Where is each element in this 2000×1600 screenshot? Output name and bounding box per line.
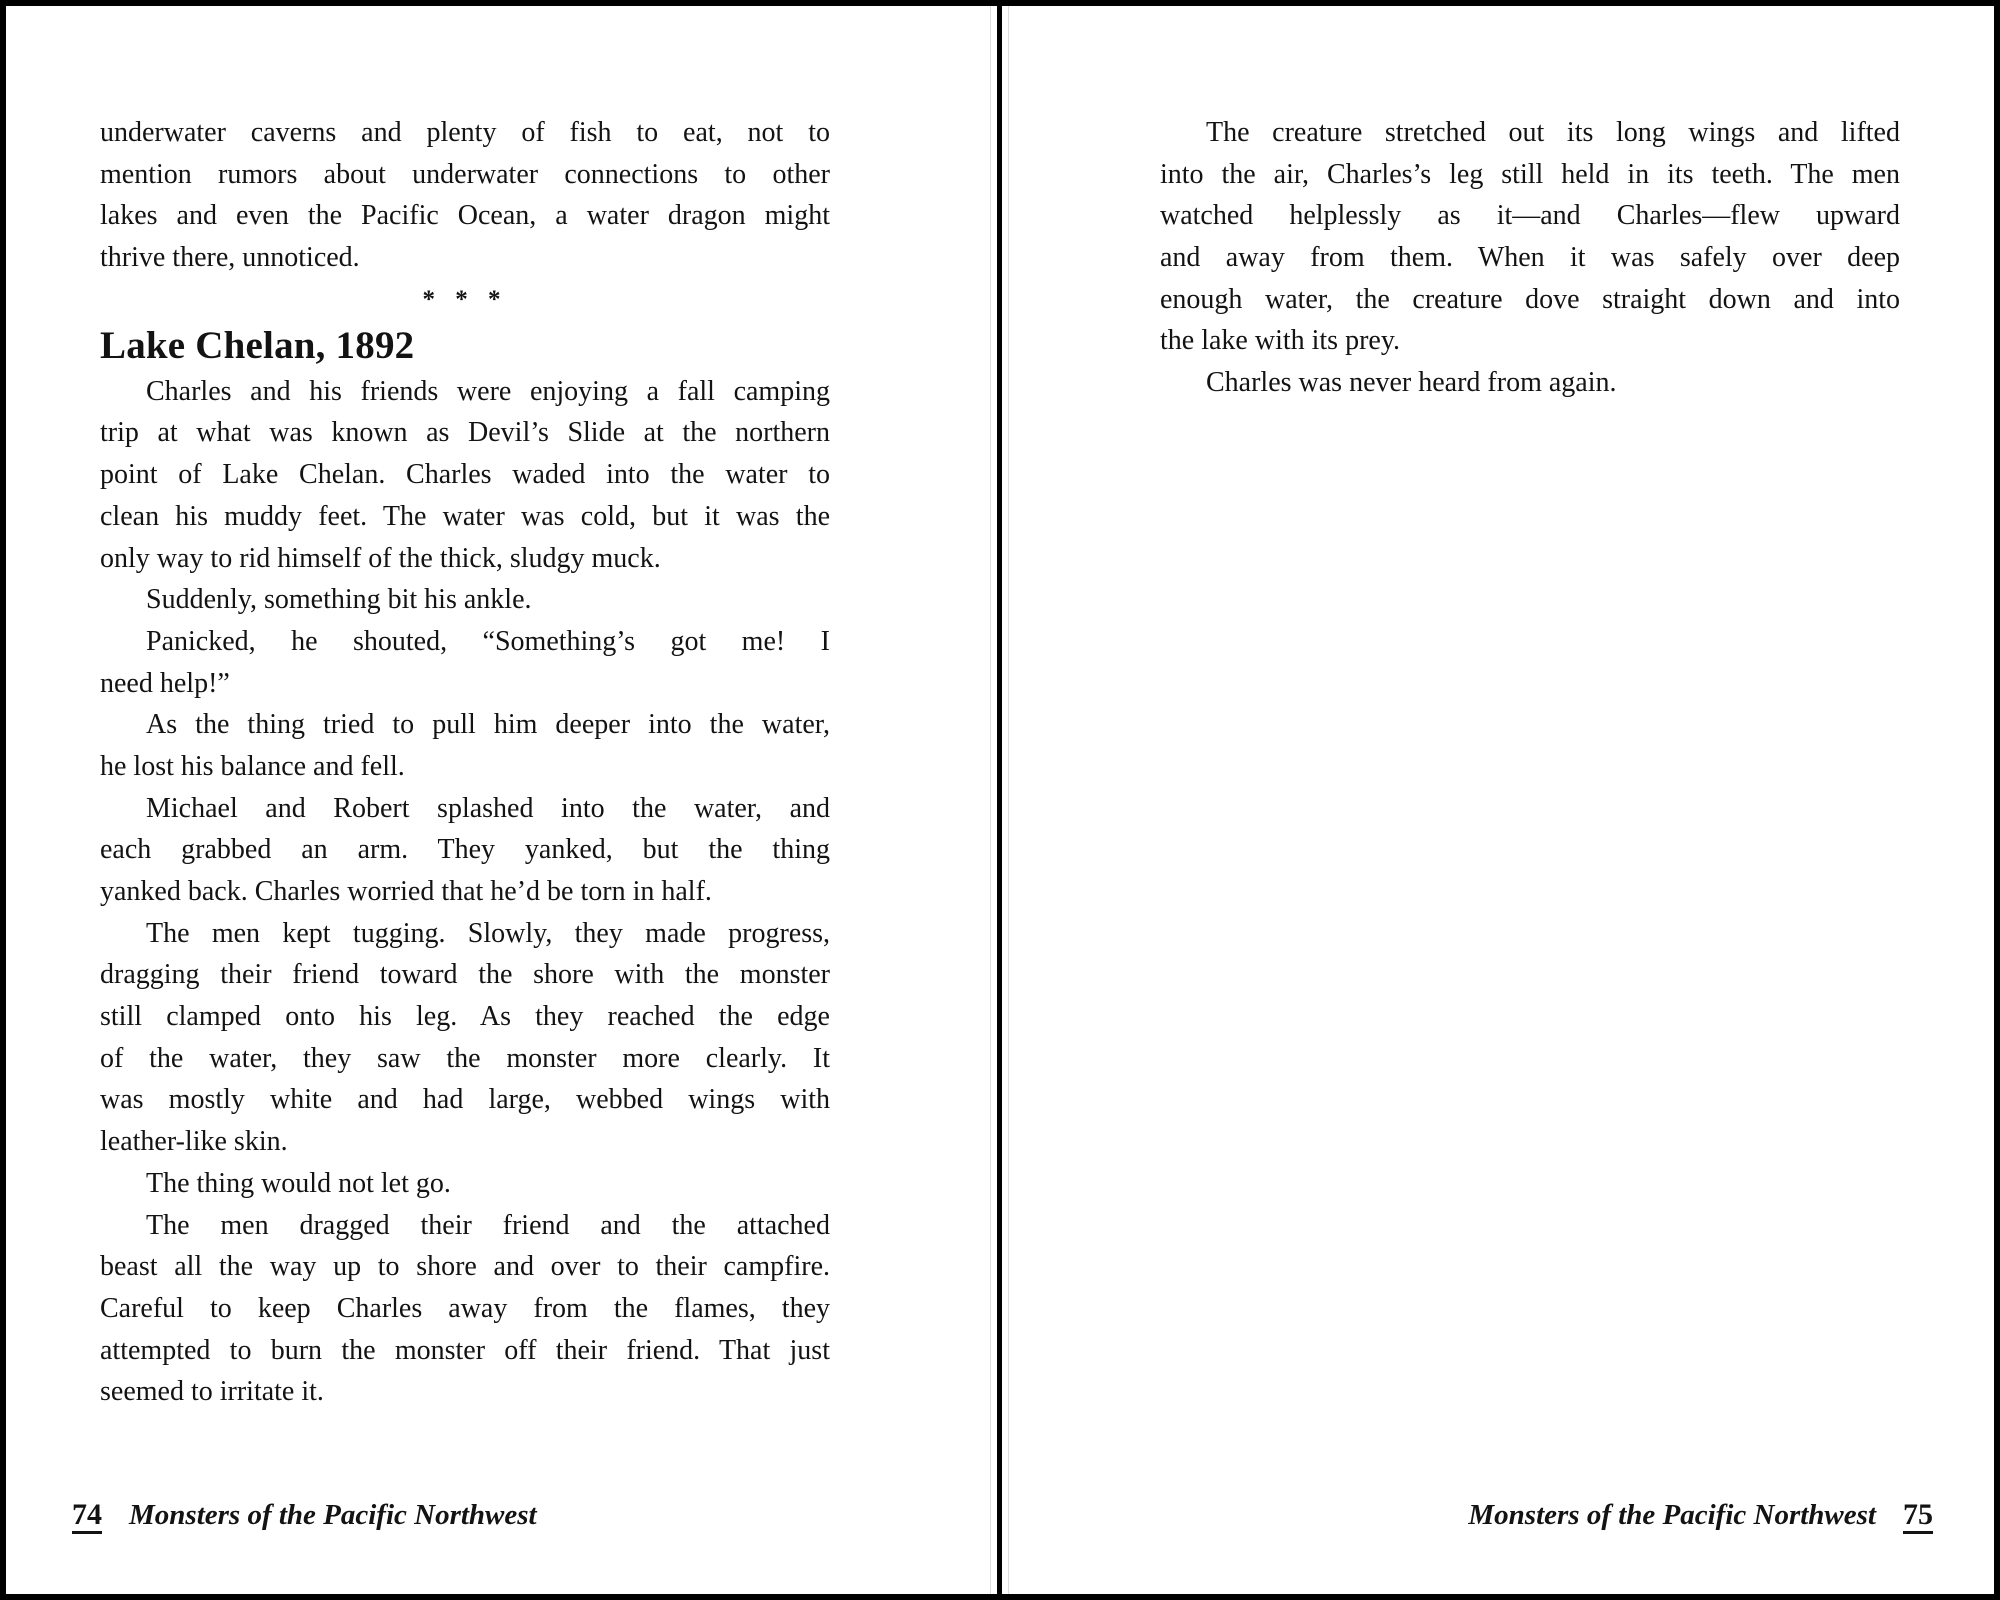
- text-line: was mostly white and had large, webbed wings with: [100, 1084, 830, 1116]
- text-line: enough water, the creature dove straight down and into: [1160, 283, 1900, 315]
- section-heading: Lake Chelan, 1892: [100, 323, 415, 367]
- text-line: The creature stretched out its long wings and lifted: [1206, 117, 1900, 148]
- text-line: The thing would not let go.: [146, 1167, 451, 1199]
- text-line: dragging their friend toward the shore with the monster: [100, 959, 830, 991]
- text-line: seemed to irritate it.: [100, 1376, 324, 1408]
- page-right-footer: [1468, 1500, 1933, 1534]
- page-right: [1003, 6, 1994, 1594]
- section-break-ornament: * * *: [422, 285, 508, 313]
- running-title-left: Monsters of the Pacific Northwest: [129, 1499, 537, 1531]
- text-line: the lake with its prey.: [1160, 325, 1401, 357]
- page-left-text-block: [100, 112, 830, 1413]
- text-line: point of Lake Chelan. Charles waded into the water to: [100, 459, 830, 491]
- text-line: Suddenly, something bit his ankle.: [146, 584, 532, 616]
- text-line: Michael and Robert splashed into the water, and: [146, 792, 830, 824]
- text-line: Charles and his friends were enjoying a fall camping: [146, 375, 830, 407]
- book-spine-divider: [997, 6, 1002, 1594]
- text-line: underwater caverns and plenty of fish to eat, not to: [100, 117, 830, 148]
- text-line: still clamped onto his leg. As they reached the edge: [100, 1001, 830, 1033]
- page-left: [6, 6, 997, 1594]
- text-line: of the water, they saw the monster more clearly. It: [100, 1042, 830, 1074]
- text-line: he lost his balance and fell.: [100, 750, 405, 782]
- page-number-right: 75: [1903, 1500, 1933, 1534]
- page-right-text-block: [1160, 112, 1900, 404]
- text-line: leather-like skin.: [100, 1126, 288, 1158]
- text-line: trip at what was known as Devil’s Slide at the northern: [100, 417, 830, 449]
- text-line: each grabbed an arm. They yanked, but the thing: [100, 834, 830, 866]
- page-number-left: 74: [72, 1500, 102, 1534]
- text-line: lakes and even the Pacific Ocean, a water dragon might: [100, 200, 830, 232]
- text-line: mention rumors about underwater connections to other: [100, 158, 830, 190]
- running-title-right: Monsters of the Pacific Northwest: [1468, 1499, 1876, 1531]
- text-line: The men dragged their friend and the attached: [146, 1209, 830, 1241]
- text-line: attempted to burn the monster off their friend. That just: [100, 1334, 830, 1366]
- text-line: The men kept tugging. Slowly, they made progress,: [146, 917, 830, 949]
- text-line: only way to rid himself of the thick, sludgy muck.: [100, 542, 661, 574]
- text-line: into the air, Charles’s leg still held in its teeth. The men: [1160, 158, 1900, 190]
- text-line: yanked back. Charles worried that he’d be torn in half.: [100, 876, 712, 907]
- text-line: watched helplessly as it—and Charles—flew upward: [1160, 200, 1900, 232]
- text-line: need help!”: [100, 667, 230, 699]
- page-left-footer: [72, 1500, 537, 1534]
- text-line: Charles was never heard from again.: [1206, 367, 1617, 399]
- text-line: Careful to keep Charles away from the flames, they: [100, 1292, 830, 1324]
- text-line: thrive there, unnoticed.: [100, 242, 360, 274]
- text-line: Panicked, he shouted, “Something’s got me! I: [146, 625, 830, 657]
- text-line: clean his muddy feet. The water was cold, but it was the: [100, 500, 830, 532]
- text-line: As the thing tried to pull him deeper into the water,: [146, 709, 830, 741]
- text-line: beast all the way up to shore and over to their campfire.: [100, 1251, 830, 1283]
- text-line: and away from them. When it was safely over deep: [1160, 242, 1900, 274]
